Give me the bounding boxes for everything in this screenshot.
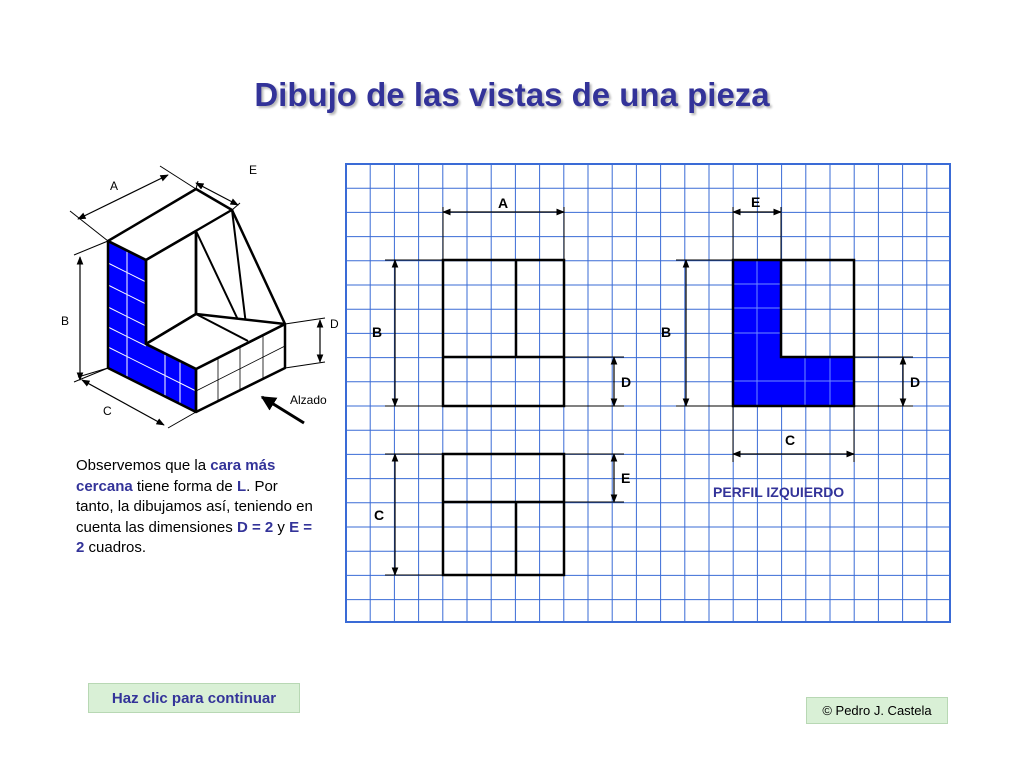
- profile-label-c: C: [785, 432, 796, 448]
- profile-label-d: D: [910, 374, 921, 390]
- front-label-d: D: [621, 374, 632, 390]
- top-label-e: E: [621, 470, 631, 486]
- page-title: Dibujo de las vistas de una pieza: [254, 76, 770, 113]
- continue-button[interactable]: Haz clic para continuar: [88, 683, 300, 713]
- highlight-l: L: [236, 477, 247, 495]
- iso-label-b: B: [61, 314, 70, 328]
- front-label-b: B: [372, 324, 383, 340]
- copyright-badge: © Pedro J. Castela: [806, 697, 948, 724]
- isometric-drawing: [70, 166, 325, 428]
- highlight-d: D = 2: [236, 518, 274, 536]
- alzado-label: Alzado: [290, 393, 327, 407]
- grid-paper: [346, 164, 950, 622]
- top-label-c: C: [374, 507, 385, 523]
- iso-label-d: D: [330, 317, 339, 331]
- profile-caption: PERFIL IZQUIERDO: [713, 484, 845, 500]
- iso-label-a: A: [110, 179, 119, 193]
- description-text: Observemos que la cara más cercana tiene forma de L. Por tanto, la dibujamos así, teniendo en cuenta las dimensiones D = 2 y E = 2 cuadros.: [76, 457, 313, 556]
- iso-label-c: C: [103, 404, 112, 418]
- highlight-cara-mas-cercana: cara más cercana: [76, 457, 276, 495]
- front-label-a: A: [498, 195, 509, 211]
- profile-label-b: B: [661, 324, 672, 340]
- iso-label-e: E: [249, 163, 258, 177]
- profile-label-e: E: [751, 194, 761, 210]
- highlight-e: E = 2: [76, 518, 312, 556]
